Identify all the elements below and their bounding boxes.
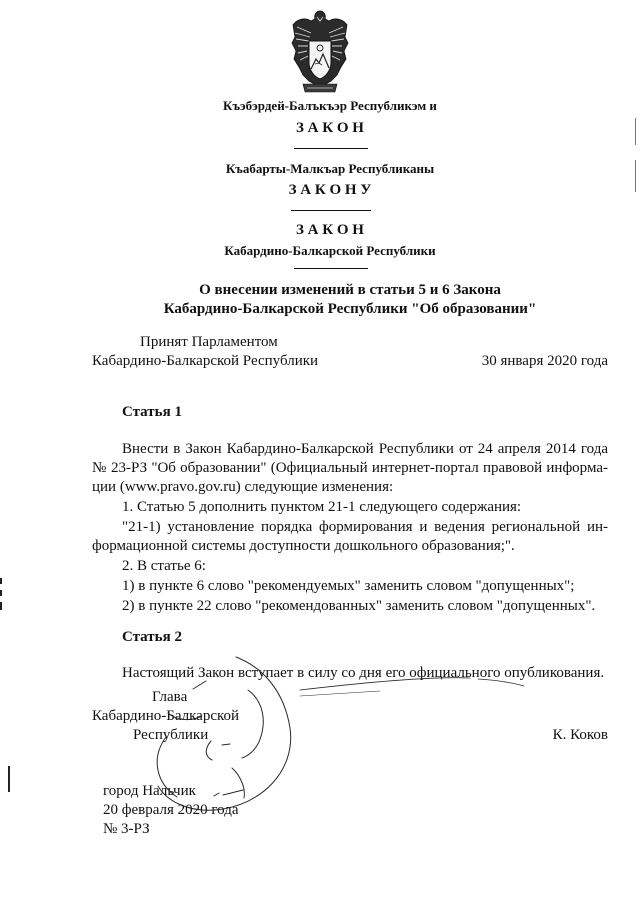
article-text-line: ции (www.pravo.gov.ru) следующие изменения:: [92, 479, 394, 495]
header-divider: [291, 210, 371, 211]
adoption-line: Кабардино-Балкарской Республики: [92, 353, 319, 369]
signatory-position: Республики: [133, 727, 209, 743]
coat-of-arms-icon: [289, 8, 351, 94]
header-russian-line: Кабардино-Балкарской Республики: [224, 243, 436, 258]
scan-margin-mark: [0, 590, 2, 596]
header-russian-word: З А К О Н: [296, 222, 364, 238]
adoption-date: 30 января 2020 года: [481, 353, 608, 369]
signatory-position: Кабардино-Балкарской: [92, 708, 240, 724]
article-heading: Статья 1: [122, 404, 182, 420]
signatory-name: К. Коков: [552, 727, 608, 743]
scan-margin-mark: [0, 578, 2, 584]
article-text-line: 1. Статью 5 дополнить пунктом 21-1 следующего содержания:: [122, 499, 522, 515]
article-text-line: 2) в пункте 22 слово "рекомендованных" заменить словом "допущенных".: [122, 598, 596, 614]
law-title-line: Кабардино-Балкарской Республики "Об образовании": [163, 301, 537, 317]
scan-margin-mark: [0, 602, 2, 610]
article-heading: Статья 2: [122, 629, 182, 645]
signing-city: город Нальчик: [103, 783, 196, 799]
header-divider: [294, 148, 368, 149]
law-number: № 3-РЗ: [103, 821, 150, 837]
article-text-line: "21-1) установление порядка формирования и ведения региональной ин-: [122, 519, 608, 535]
scan-margin-mark: [8, 766, 10, 792]
signing-date: 20 февраля 2020 года: [103, 802, 239, 818]
header-divider: [294, 268, 368, 269]
law-title-line: О внесении изменений в статьи 5 и 6 Закона: [199, 282, 501, 298]
header-kabardian-word: З А К О Н: [296, 120, 364, 136]
header-kabardian-line: Къэбэрдей-Балъкъэр Республикэм и: [223, 98, 437, 113]
scan-margin-mark: [635, 118, 636, 145]
article-text-line: формационной системы доступности дошкольного образования;".: [92, 538, 515, 554]
article-text-line: Настоящий Закон вступает в силу со дня его официального опубликования.: [122, 665, 605, 681]
scan-margin-mark: [635, 160, 636, 192]
article-text-line: № 23-РЗ "Об образовании" (Официальный интернет-портал правовой информа-: [92, 460, 608, 476]
adoption-line: Принят Парламентом: [140, 334, 278, 350]
article-text-line: Внести в Закон Кабардино-Балкарской Республики от 24 апреля 2014 года: [122, 441, 608, 457]
article-text-line: 1) в пункте 6 слово "рекомендуемых" заменить словом "допущенных";: [122, 578, 575, 594]
signatory-position: Глава: [152, 689, 188, 705]
article-text-line: 2. В статье 6:: [122, 558, 206, 574]
header-balkarian-line: Къабарты-Малкъар Республиканы: [225, 161, 435, 176]
header-balkarian-word: З А К О Н У: [288, 182, 372, 198]
